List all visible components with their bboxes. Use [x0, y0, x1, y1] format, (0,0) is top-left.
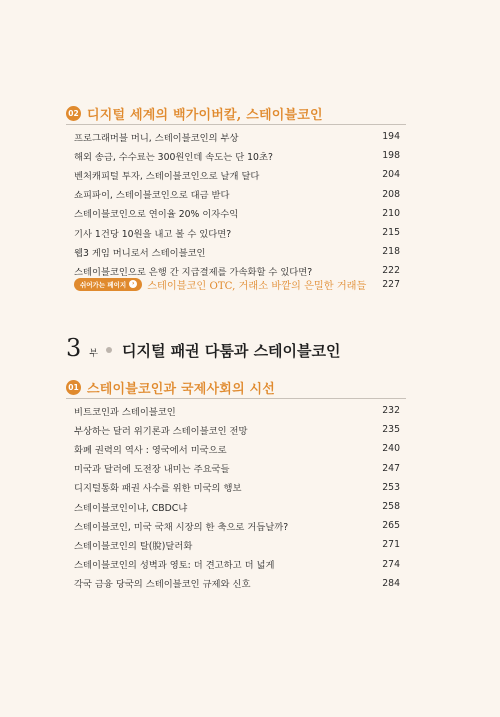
entry-title: 비트코인과 스테이블코인: [74, 406, 176, 418]
toc-entry[interactable]: [74, 574, 400, 593]
entry-page: 204: [382, 169, 400, 181]
entry-page: 198: [382, 150, 400, 162]
toc-entry[interactable]: [74, 185, 400, 204]
entry-title: 벤처캐피털 투자, 스테이블코인으로 날개 달다: [74, 170, 260, 182]
entry-page: 253: [382, 481, 400, 493]
part-heading: [66, 334, 341, 362]
section-number-badge: 02: [66, 106, 81, 121]
toc-entry[interactable]: [74, 478, 400, 497]
section-heading-02: [66, 104, 323, 123]
bullet-dot-icon: [106, 347, 112, 353]
section-heading-01: [66, 378, 275, 397]
entry-page: 232: [382, 405, 400, 417]
section-divider: [66, 124, 406, 125]
entry-page: 258: [382, 501, 400, 513]
chevron-right-icon: ›: [129, 280, 137, 288]
entry-title: 각국 금융 당국의 스테이블코인 규제와 신호: [74, 579, 251, 591]
entry-title: 기사 1건당 10원을 내고 볼 수 있다면?: [74, 228, 232, 240]
part-title: 디지털 패권 다툼과 스테이블코인: [121, 342, 341, 360]
section-divider: [66, 398, 406, 399]
entry-page: 240: [382, 443, 400, 455]
entry-page: 265: [382, 520, 400, 532]
entry-page: 208: [382, 188, 400, 200]
entry-title: 스테이블코인, 미국 국채 시장의 한 축으로 거듭날까?: [74, 521, 289, 533]
entry-page: 247: [382, 462, 400, 474]
entry-page: 235: [382, 424, 400, 436]
part-label: 부: [89, 349, 98, 359]
entry-title: 스테이블코인으로 은행 간 지급결제를 가속화할 수 있다면?: [74, 266, 313, 278]
entry-page: 274: [382, 558, 400, 570]
entry-page: 218: [382, 246, 400, 258]
section-title: 디지털 세계의 백가이버칼, 스테이블코인: [87, 108, 323, 123]
entry-title: 미국과 달러에 도전장 내미는 주요국들: [74, 464, 230, 476]
entry-title: 부상하는 달러 위기론과 스테이블코인 전망: [74, 425, 248, 437]
toc-entry[interactable]: [74, 165, 400, 184]
section-title: 스테이블코인과 국제사회의 시선: [87, 382, 276, 397]
toc-entry[interactable]: [74, 401, 400, 420]
entry-page: 271: [382, 539, 400, 551]
entry-page: 227: [382, 278, 400, 290]
entry-title: 스테이블코인이냐, CBDC냐: [74, 502, 188, 514]
toc-entry[interactable]: [74, 516, 400, 535]
toc-entry[interactable]: [74, 535, 400, 554]
toc-entry[interactable]: [74, 127, 400, 146]
toc-entry[interactable]: [74, 420, 400, 439]
entry-title: 디지털통화 패권 사수를 위한 미국의 행보: [74, 483, 242, 495]
entry-title: 해외 송금, 수수료는 300원인데 속도는 단 10초?: [74, 151, 273, 163]
entry-page: 215: [382, 227, 400, 239]
entry-title: 스테이블코인의 성벽과 영토: 더 견고하고 더 넓게: [74, 560, 275, 572]
break-page-entry[interactable]: [74, 275, 400, 293]
toc-entry[interactable]: [74, 439, 400, 458]
part-number: 3: [66, 334, 82, 362]
toc-entry[interactable]: [74, 459, 400, 478]
entry-page: 284: [382, 577, 400, 589]
section-number-badge: 01: [66, 380, 81, 395]
entry-page: 210: [382, 207, 400, 219]
toc-entry[interactable]: [74, 555, 400, 574]
entry-title: 쇼피파이, 스테이블코인으로 대금 받다: [74, 190, 230, 202]
break-page-title: 스테이블코인 OTC, 거래소 바깥의 은밀한 거래들: [147, 280, 367, 292]
break-page-badge: [74, 278, 142, 291]
toc-entry[interactable]: [74, 223, 400, 242]
toc-entry[interactable]: [74, 497, 400, 516]
toc-list-section-02: [74, 127, 400, 281]
toc-entry[interactable]: [74, 242, 400, 261]
toc-entry[interactable]: [74, 146, 400, 165]
toc-list-section-01: [74, 401, 400, 593]
entry-title: 웹3 게임 머니로서 스테이블코인: [74, 247, 206, 259]
break-page-badge-label: 쉬어가는 페이지: [80, 280, 127, 289]
entry-title: 스테이블코인의 탈(脫)달러화: [74, 540, 193, 552]
entry-title: 스테이블코인으로 연이율 20% 이자수익: [74, 209, 239, 221]
entry-page: 222: [382, 265, 400, 277]
entry-title: 프로그래머블 머니, 스테이블코인의 부상: [74, 132, 239, 144]
entry-page: 194: [382, 131, 400, 143]
entry-title: 화폐 권력의 역사 : 영국에서 미국으로: [74, 444, 227, 456]
toc-entry[interactable]: [74, 204, 400, 223]
